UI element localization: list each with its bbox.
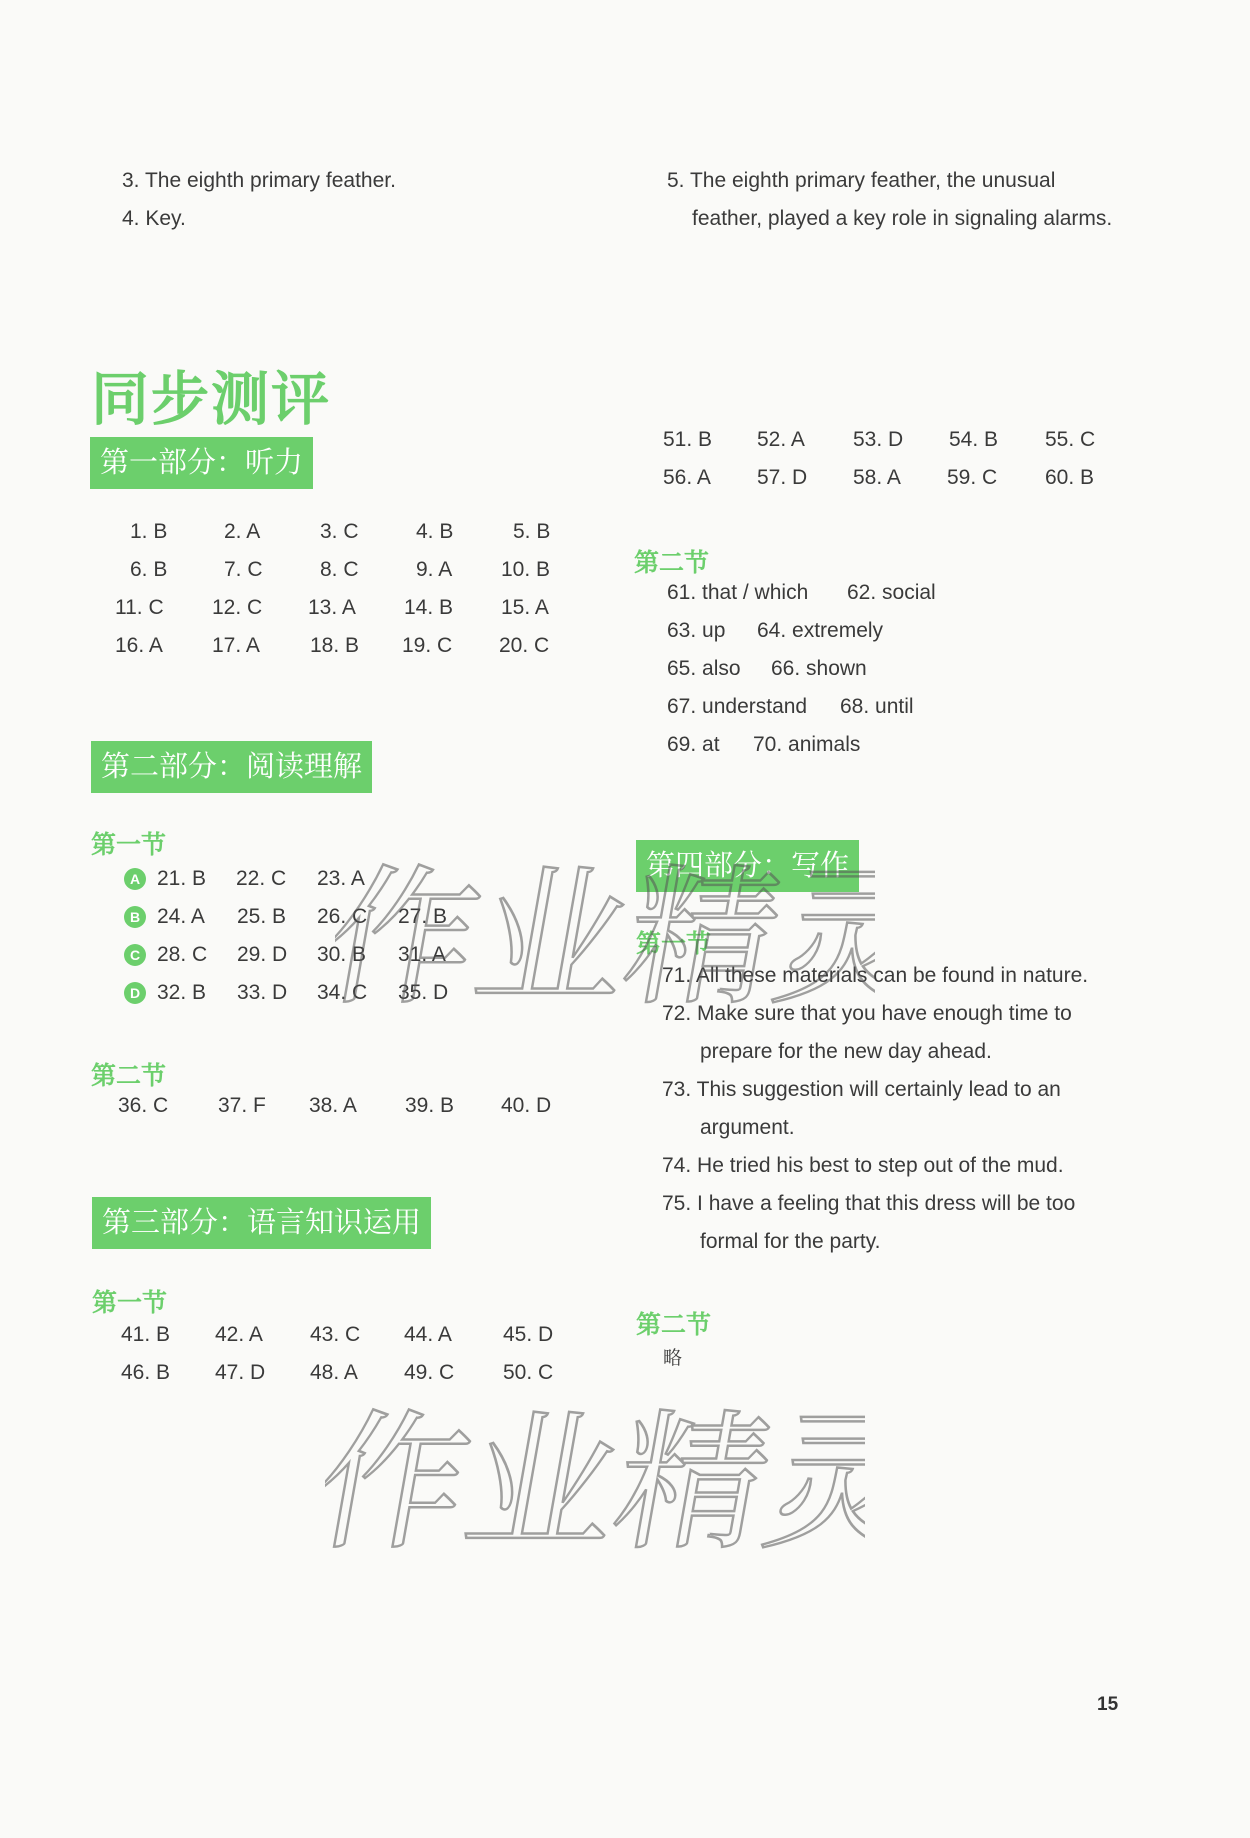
writing-answer-72-cont: prepare for the new day ahead. <box>700 1040 992 1063</box>
writing-answer-73-cont: argument. <box>700 1116 795 1139</box>
answer-item: 43. C <box>310 1323 361 1346</box>
page-number: 15 <box>1097 1694 1119 1715</box>
answer-row <box>663 459 1113 497</box>
answer-item: 12. C <box>212 596 263 619</box>
part2-section1-answers <box>124 860 574 1012</box>
part2-section2-label: 第二节 <box>91 1062 167 1090</box>
answer-row <box>118 1087 568 1125</box>
answer-item: 64. extremely <box>757 619 884 642</box>
watermark-text: 作业精灵 <box>325 1396 865 1565</box>
part4-banner: 第四部分：写作 <box>636 840 859 892</box>
answer-item: 57. D <box>757 466 808 489</box>
answer-item: 29. D <box>237 943 288 966</box>
part4-section2-omitted: 略 <box>663 1348 683 1369</box>
answer-item: 24. A <box>157 905 205 928</box>
part3-section2-label: 第二节 <box>634 549 710 577</box>
answer-item: 69. at <box>667 733 720 756</box>
answer-item: 18. B <box>310 634 360 657</box>
writing-answer-73: 73. This suggestion will certainly lead to an <box>662 1078 1061 1101</box>
answer-item: 22. C <box>236 867 287 890</box>
passage-d-badge: D <box>124 982 146 1004</box>
answer-row <box>667 650 1117 688</box>
answer-item: 60. B <box>1045 466 1095 489</box>
answer-item: 54. B <box>949 428 999 451</box>
answer-item: 50. C <box>503 1361 554 1384</box>
answer-item: 68. until <box>840 695 914 718</box>
part1-answers <box>110 513 560 665</box>
answer-item: 25. B <box>237 905 287 928</box>
answer-item: 51. B <box>663 428 713 451</box>
answer-item: 40. D <box>501 1094 552 1117</box>
answer-3: 3. The eighth primary feather. <box>122 169 396 192</box>
answer-item: 15. A <box>501 596 549 619</box>
answer-item: 53. D <box>853 428 904 451</box>
writing-answer-75-cont: formal for the party. <box>700 1230 881 1253</box>
part4-section1-label: 第一节 <box>636 930 712 958</box>
answer-item: 8. C <box>320 558 359 581</box>
answer-item: 45. D <box>503 1323 554 1346</box>
answer-item: 62. social <box>847 581 936 604</box>
writing-answer-75: 75. I have a feeling that this dress will be too <box>662 1192 1076 1215</box>
answer-item: 32. B <box>157 981 207 1004</box>
answer-item: 58. A <box>853 466 901 489</box>
answer-item: 34. C <box>317 981 368 1004</box>
part3-section2-answers <box>667 574 1117 764</box>
answer-item: 5. B <box>513 520 551 543</box>
answer-item: 20. C <box>499 634 550 657</box>
answer-item: 63. up <box>667 619 726 642</box>
answer-item: 7. C <box>224 558 263 581</box>
answer-item: 49. C <box>404 1361 455 1384</box>
answer-row <box>667 612 1117 650</box>
passage-a-badge: A <box>124 868 146 890</box>
answer-item: 39. B <box>405 1094 455 1117</box>
part2-section2-answers <box>118 1087 568 1125</box>
part2-banner: 第二部分：阅读理解 <box>91 741 372 793</box>
answer-item: 67. understand <box>667 695 808 718</box>
answer-row <box>124 936 574 974</box>
answer-item: 42. A <box>215 1323 263 1346</box>
answer-item: 19. C <box>402 634 453 657</box>
answer-item: 3. C <box>320 520 359 543</box>
answer-row <box>124 898 574 936</box>
passage-c-badge: C <box>124 944 146 966</box>
answer-item: 1. B <box>130 520 168 543</box>
answer-item: 61. that / which <box>667 581 809 604</box>
writing-answer-72: 72. Make sure that you have enough time to <box>662 1002 1072 1025</box>
watermark-text: 作业精灵 <box>335 851 875 1020</box>
answer-item: 10. B <box>501 558 551 581</box>
answer-row <box>663 421 1113 459</box>
answer-item: 13. A <box>308 596 356 619</box>
answer-row <box>110 551 560 589</box>
answer-item: 31. A <box>398 943 446 966</box>
answer-item: 38. A <box>309 1094 357 1117</box>
answer-item: 17. A <box>212 634 260 657</box>
writing-answer-71: 71. All these materials can be found in nature. <box>662 964 1089 987</box>
answer-item: 66. shown <box>771 657 867 680</box>
part3-section1-answers-b <box>663 421 1113 497</box>
answer-5-line1: 5. The eighth primary feather, the unusual <box>667 169 1056 192</box>
answer-row <box>121 1354 571 1392</box>
answer-item: 70. animals <box>753 733 861 756</box>
answer-4: 4. Key. <box>122 207 186 230</box>
page-title: 同步测评 <box>91 367 332 432</box>
answer-item: 37. F <box>218 1094 266 1117</box>
answer-row <box>110 589 560 627</box>
answer-row <box>124 974 574 1012</box>
answer-5-line2: feather, played a key role in signaling alarms. <box>692 207 1113 230</box>
answer-item: 35. D <box>398 981 449 1004</box>
answer-item: 28. C <box>157 943 208 966</box>
part4-section2-label: 第二节 <box>636 1311 712 1339</box>
answer-item: 4. B <box>416 520 454 543</box>
answer-row <box>124 860 574 898</box>
answer-item: 27. B <box>398 905 448 928</box>
watermark-logo <box>325 1385 865 1565</box>
answer-row <box>667 726 1117 764</box>
part3-section1-label: 第一节 <box>92 1289 168 1317</box>
part3-section1-answers-a <box>121 1316 571 1392</box>
answer-item: 33. D <box>237 981 288 1004</box>
part3-banner: 第三部分：语言知识运用 <box>92 1197 431 1249</box>
answer-item: 52. A <box>757 428 805 451</box>
answer-row <box>110 627 560 665</box>
answer-item: 48. A <box>310 1361 358 1384</box>
part1-banner: 第一部分：听力 <box>90 437 313 489</box>
answer-item: 36. C <box>118 1094 169 1117</box>
answer-item: 26. C <box>317 905 368 928</box>
answer-item: 2. A <box>224 520 261 543</box>
answer-item: 16. A <box>115 634 163 657</box>
answer-item: 46. B <box>121 1361 171 1384</box>
answer-item: 44. A <box>404 1323 452 1346</box>
answer-item: 21. B <box>157 867 207 890</box>
passage-b-badge: B <box>124 906 146 928</box>
answer-row <box>667 574 1117 612</box>
writing-answer-74: 74. He tried his best to step out of the mud. <box>662 1154 1064 1177</box>
answer-item: 23. A <box>317 867 365 890</box>
answer-item: 41. B <box>121 1323 171 1346</box>
answer-item: 47. D <box>215 1361 266 1384</box>
answer-item: 6. B <box>130 558 168 581</box>
answer-item: 56. A <box>663 466 711 489</box>
answer-item: 55. C <box>1045 428 1096 451</box>
answer-item: 30. B <box>317 943 367 966</box>
answer-item: 65. also <box>667 657 741 680</box>
answer-item: 9. A <box>416 558 453 581</box>
answer-row <box>121 1316 571 1354</box>
part2-section1-label: 第一节 <box>91 831 167 859</box>
answer-item: 14. B <box>404 596 454 619</box>
answer-item: 59. C <box>947 466 998 489</box>
answer-item: 11. C <box>115 596 164 619</box>
answer-row <box>110 513 560 551</box>
answer-row <box>667 688 1117 726</box>
